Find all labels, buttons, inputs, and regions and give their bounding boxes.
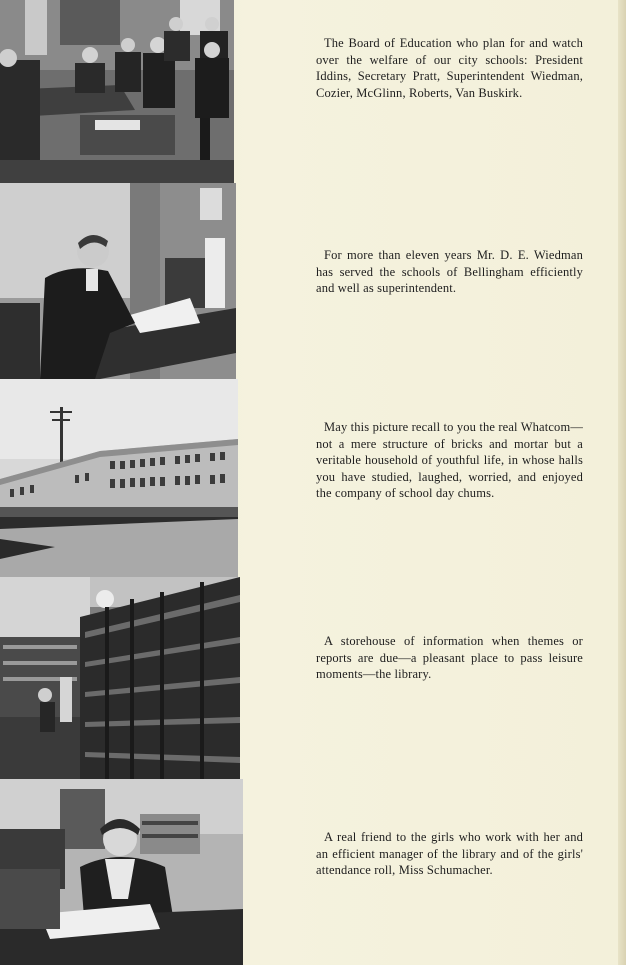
caption-text: For more than eleven years Mr. D. E. Wiedman has served the schools of Bellingham efficiently and well as superintendent. xyxy=(316,248,583,295)
caption-text: A real friend to the girls who work with her and an efficient manager of the library and of the girls' attendance roll, Miss Schumacher. xyxy=(316,830,583,877)
board-of-education-caption xyxy=(316,35,583,101)
superintendent-photo xyxy=(0,183,236,379)
caption-text: The Board of Education who plan for and watch over the welfare of our city schools: President Iddins, Secretary Pratt, Superintendent Wiedman, Cozier, McGlinn, Roberts, Van Buskirk. xyxy=(316,36,583,100)
librarian-caption xyxy=(316,829,583,879)
caption-text: A storehouse of information when themes or reports are due—a pleasant place to pass leisure moments—the library. xyxy=(316,634,583,681)
page-edge xyxy=(618,0,626,965)
librarian-photo xyxy=(0,779,243,965)
library-photo xyxy=(0,577,240,779)
library-caption xyxy=(316,633,583,683)
superintendent-caption xyxy=(316,247,583,297)
school-building-caption xyxy=(316,419,583,502)
school-building-photo xyxy=(0,379,238,577)
caption-text: May this picture recall to you the real Whatcom—not a mere structure of bricks and mortar but a veritable household of youthful life, in whose halls you have studied, laughed, worried, and enjoyed the company of school day chums. xyxy=(316,420,583,500)
board-of-education-photo xyxy=(0,0,234,183)
